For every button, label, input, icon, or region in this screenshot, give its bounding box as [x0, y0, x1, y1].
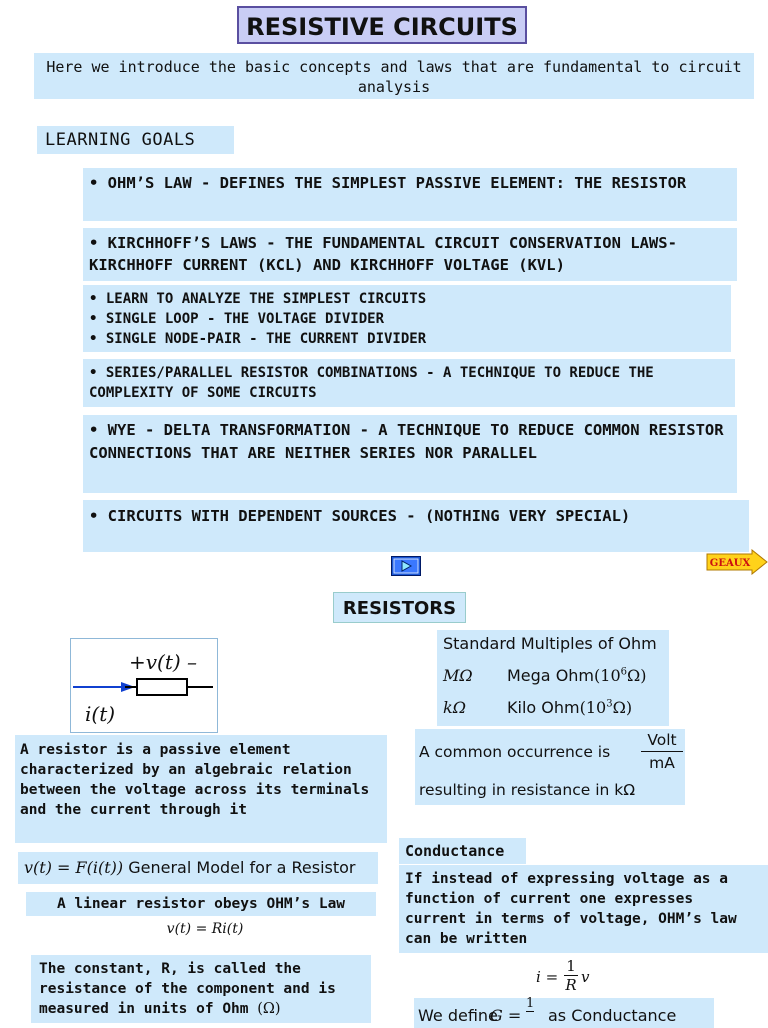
ohms-law-equation: v(t) = Ri(t): [166, 921, 244, 937]
voltage-label: +v(t) –: [128, 650, 198, 674]
common-occurrence: [415, 729, 685, 805]
current-label: i(t): [85, 702, 116, 726]
mega-symbol: MΩ: [443, 666, 473, 685]
goal-kirchhoff-laws: • KIRCHHOFF’S LAWS - THE FUNDAMENTAL CIRCUIT CONSERVATION LAWS- KIRCHHOFF CURRENT (KCL) AND KIRCHHOFF VOLTAGE (KVL): [83, 228, 737, 281]
conductance-description: If instead of expressing voltage as a function of current one expresses current in terms of voltage, OHM’s law can be written: [399, 865, 768, 953]
model-equation: v(t) = F(i(t)): [24, 858, 124, 877]
ohm-symbol: (Ω): [257, 1001, 281, 1017]
goal-series-parallel: • SERIES/PARALLEL RESISTOR COMBINATIONS - A TECHNIQUE TO REDUCE THE COMPLEXITY OF SOME CIRCUITS: [83, 359, 735, 407]
goal-dependent-sources: • CIRCUITS WITH DEPENDENT SOURCES - (NOTHING VERY SPECIAL): [83, 500, 749, 552]
multiple-row-mega: MΩ Mega $Ohm(10^6\Omega)$: [443, 666, 647, 685]
general-model: [18, 852, 378, 884]
goal-simple-circuits: • LEARN TO ANALYZE THE SIMPLEST CIRCUITS • SINGLE LOOP - THE VOLTAGE DIVIDER • SINGLE NODE-PAIR - THE CURRENT DIVIDER: [83, 285, 731, 352]
standard-multiples: [437, 630, 669, 726]
occurrence-text: A common occurrence is: [419, 743, 611, 761]
arrow-right-icon: [706, 549, 768, 575]
conductance-definition: We define G = 1 as Conductance: [414, 998, 714, 1028]
play-icon: [392, 557, 420, 575]
intro-text: Here we introduce the basic concepts and laws that are fundamental to circuit analysis: [34, 53, 754, 99]
multiples-title: Standard Multiples of Ohm: [443, 634, 657, 653]
page-title: RESISTIVE CIRCUITS: [237, 6, 527, 44]
model-label: General Model for a Resistor: [128, 858, 356, 877]
linear-resistor-text: A linear resistor obeys OHM’s Law: [26, 892, 376, 916]
play-button[interactable]: [391, 556, 421, 576]
resistor-symbol: [137, 679, 187, 695]
goal-wye-delta: • WYE - DELTA TRANSFORMATION - A TECHNIQUE TO REDUCE COMMON RESISTOR CONNECTIONS THAT ARE NEITHER SERIES NOR PARALLEL: [83, 415, 737, 493]
section-title-resistors: RESISTORS: [333, 592, 466, 623]
geaux-button[interactable]: [706, 549, 768, 575]
conductance-title: Conductance: [399, 838, 526, 864]
resistor-description: A resistor is a passive element characterized by an algebraic relation between the voltage across its terminals and the current through it: [15, 735, 387, 843]
geaux-label: GEAUX: [709, 558, 751, 569]
learning-goals-label: LEARNING GOALS: [37, 126, 234, 154]
resistance-constant-text: [31, 955, 371, 1023]
constant-desc: The constant, R, is called the resistance of the component and is measured in units of Ohm: [39, 961, 336, 1017]
volt-per-ma-fraction: Volt mA: [641, 729, 683, 774]
kilo-label: Kilo Ohm: [507, 698, 580, 717]
kilo-symbol: kΩ: [443, 698, 466, 717]
conductance-equation: i = 1 R v: [536, 957, 590, 994]
resistor-diagram: [70, 638, 218, 733]
occurrence-result: resulting in resistance in kΩ: [419, 781, 636, 799]
goal-ohms-law: • OHM’S LAW - DEFINES THE SIMPLEST PASSIVE ELEMENT: THE RESISTOR: [83, 168, 737, 221]
mega-label: Mega Ohm: [507, 666, 595, 685]
multiple-row-kilo: kΩ Kilo $Ohm(10^3\Omega)$: [443, 698, 633, 717]
